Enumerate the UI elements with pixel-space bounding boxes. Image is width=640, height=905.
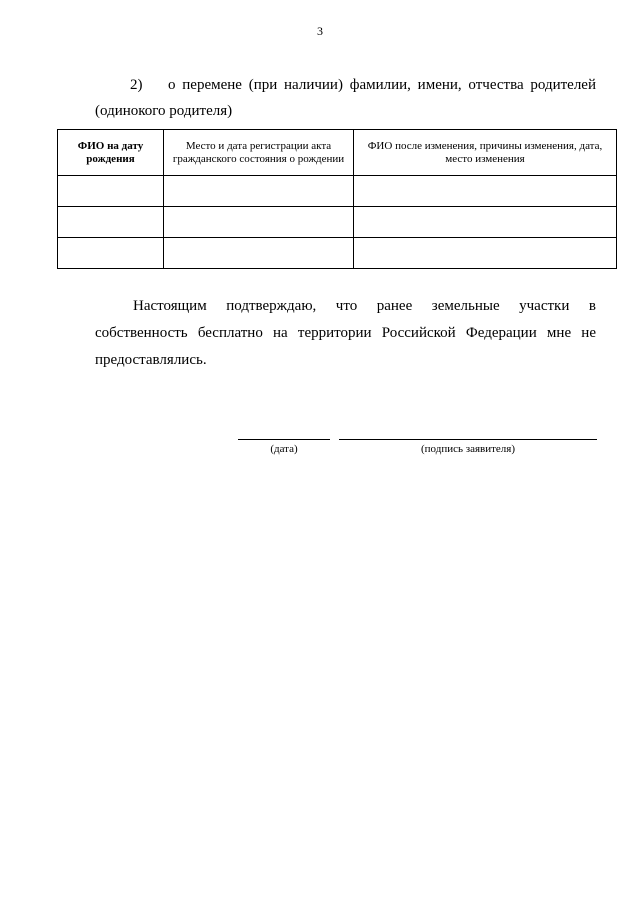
- item-text: о перемене (при наличии) фамилии, имени, отчества родителей: [168, 77, 596, 93]
- table-row: [58, 207, 617, 238]
- item-heading: [130, 75, 596, 95]
- statement-line-1: Настоящим подтверждаю, что ранее земельные участки в: [133, 298, 596, 314]
- table-cell[interactable]: [58, 176, 164, 207]
- table-row: [58, 176, 617, 207]
- table-cell[interactable]: [354, 176, 617, 207]
- date-caption: (дата): [270, 443, 298, 455]
- signature-caption: (подпись заявителя): [420, 443, 516, 455]
- statement-line-2: собственность бесплатно на территории Российской Федерации мне не: [95, 325, 596, 341]
- header-birth-registration: Место и дата регистрации акта гражданского состояния о рождении: [164, 130, 354, 176]
- date-signature-line[interactable]: [238, 439, 330, 440]
- name-change-table: [57, 129, 617, 269]
- table-cell[interactable]: [164, 176, 354, 207]
- table-cell[interactable]: [164, 238, 354, 269]
- item-text-continuation: (одинокого родителя): [95, 103, 233, 119]
- statement-line-3: предоставлялись.: [95, 352, 207, 368]
- table-cell[interactable]: [164, 207, 354, 238]
- table-cell[interactable]: [354, 207, 617, 238]
- item-number: 2): [130, 77, 143, 93]
- table-cell[interactable]: [58, 238, 164, 269]
- table-row: [58, 238, 617, 269]
- page-number: 3: [317, 24, 323, 38]
- header-name-at-birth: ФИО на дату рождения: [58, 130, 164, 176]
- table-cell[interactable]: [58, 207, 164, 238]
- table-header-row: [58, 130, 617, 176]
- applicant-signature-line[interactable]: [339, 439, 597, 440]
- table-cell[interactable]: [354, 238, 617, 269]
- header-name-change: ФИО после изменения, причины изменения, дата, место изменения: [354, 130, 617, 176]
